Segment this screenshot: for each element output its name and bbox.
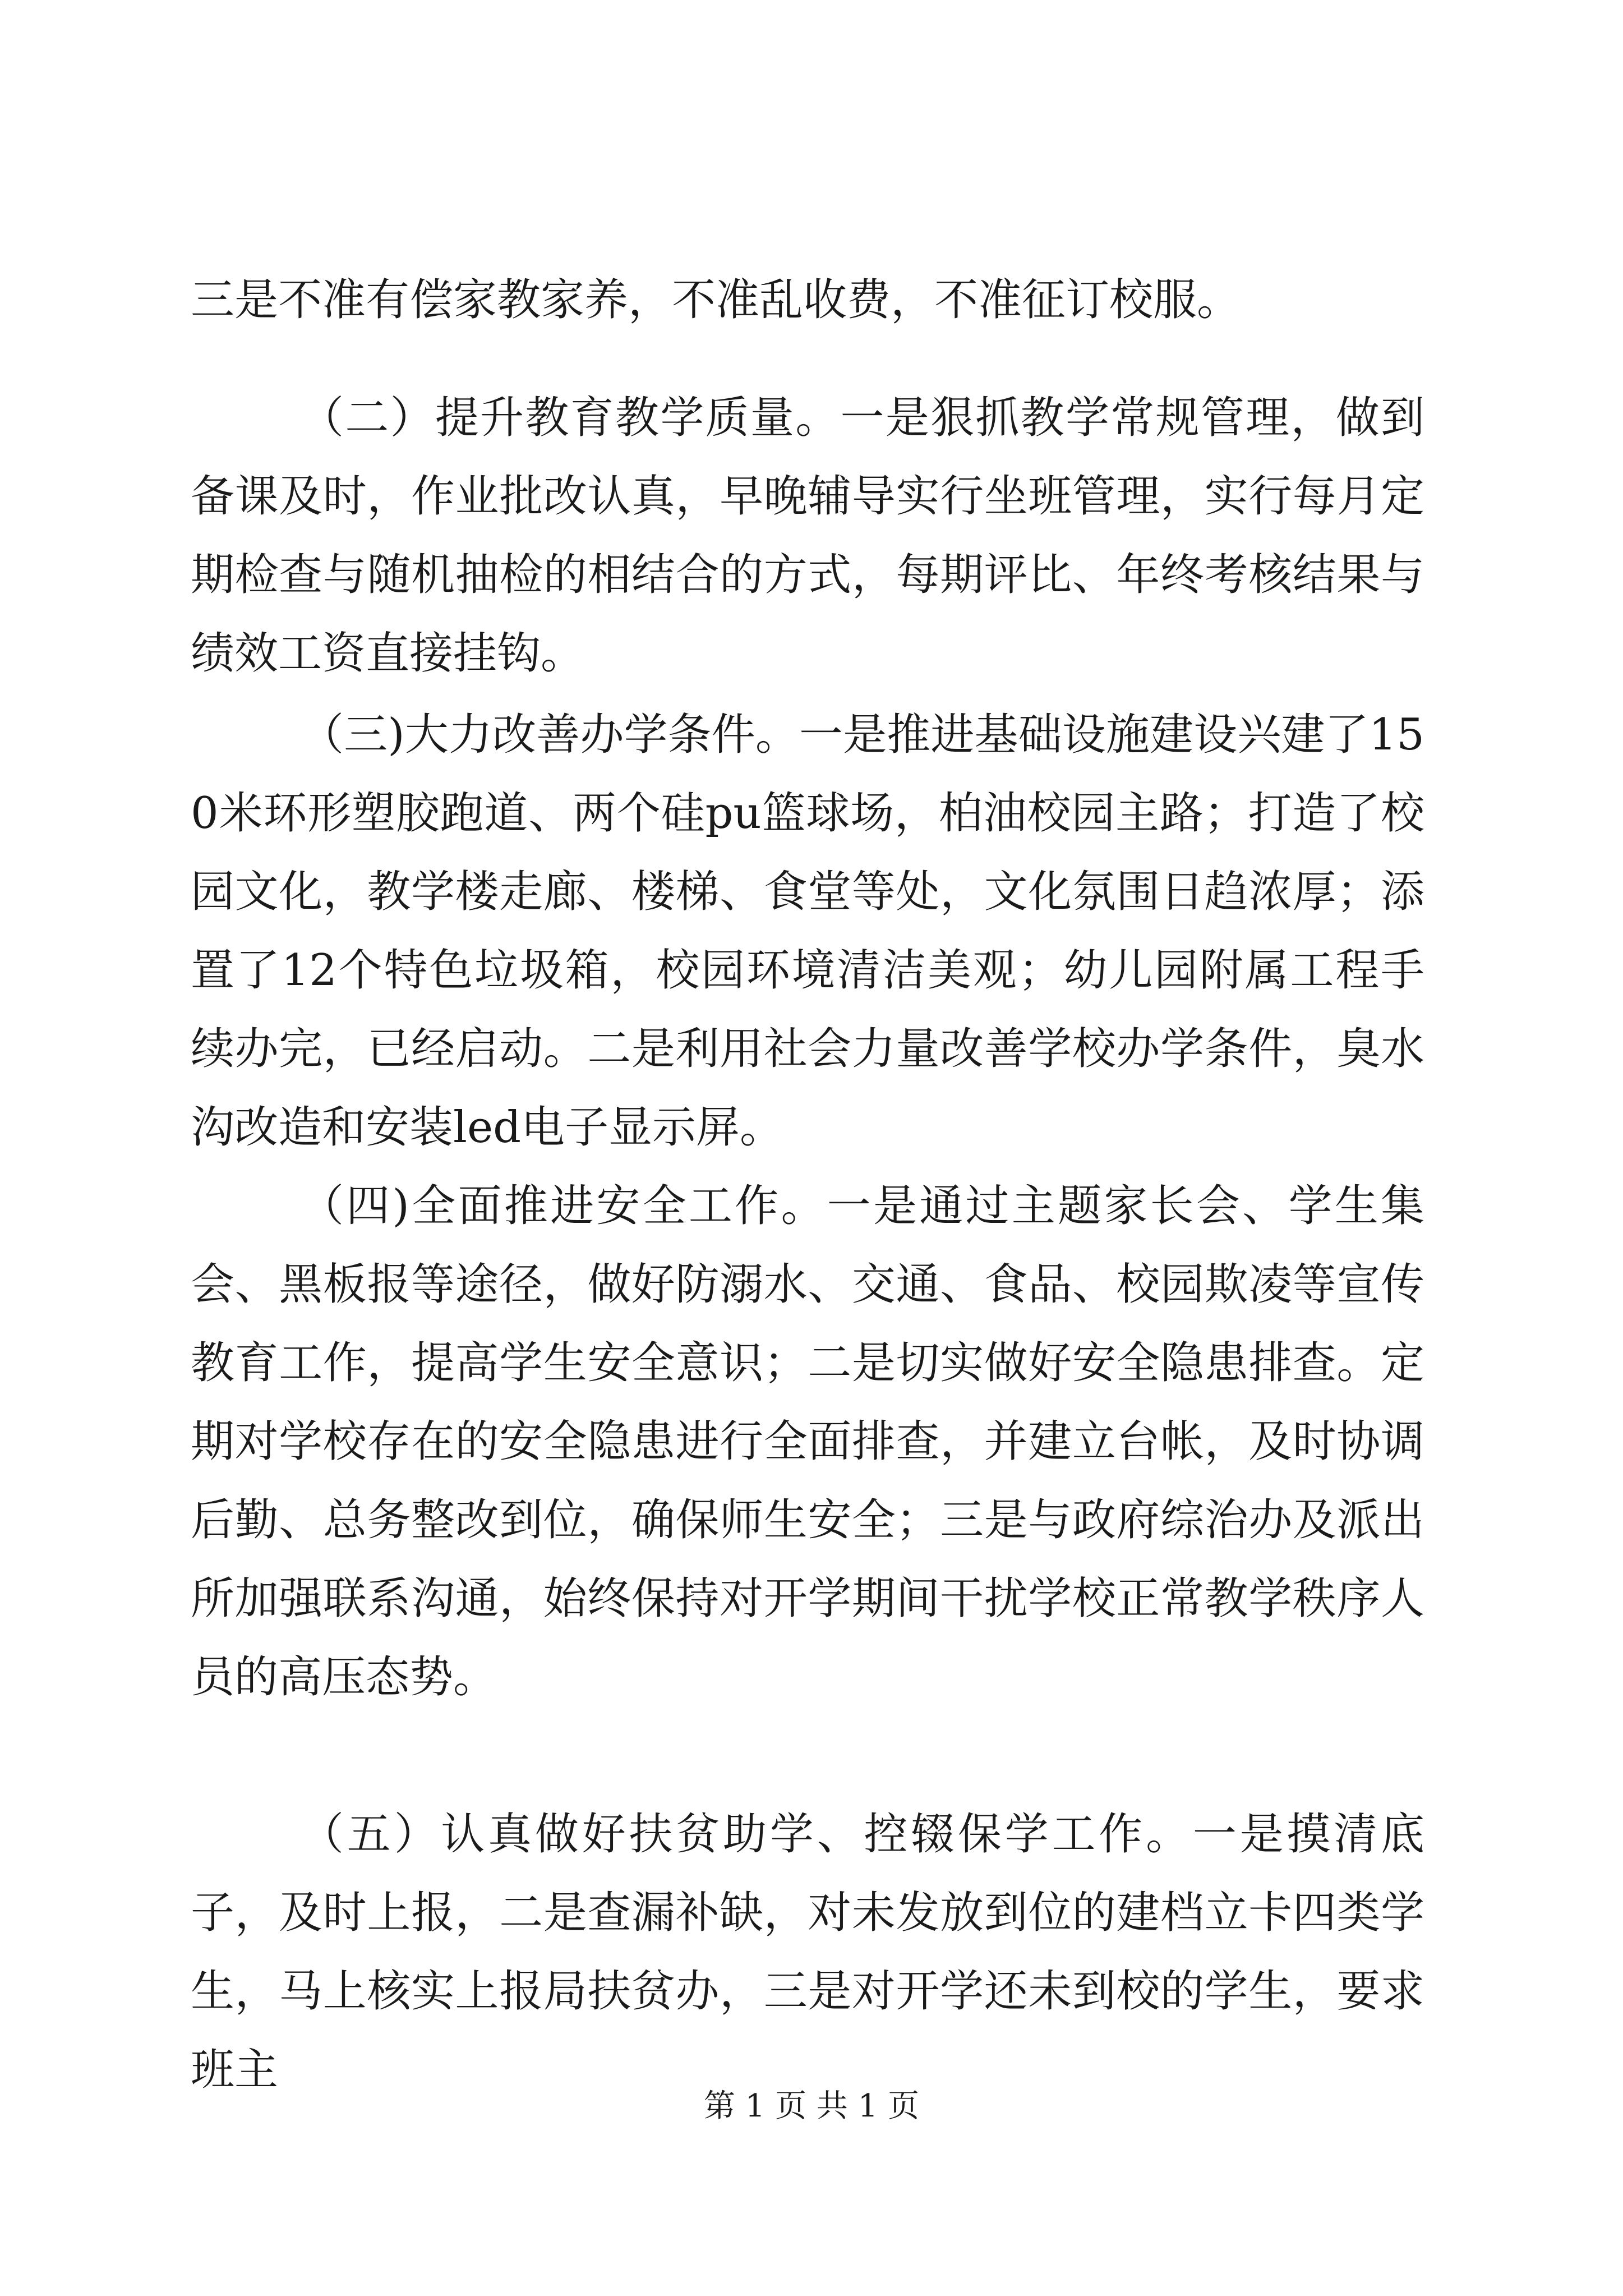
paragraph-continuation: 三是不准有偿家教家养，不准乱收费，不准征订校服。: [191, 275, 1241, 325]
paragraph-poverty-aid: （五）认真做好扶贫助学、控辍保学工作。一是摸清底子，及时上报，二是查漏补缺，对未发放到位的建档立卡四类学生，马上核实上报局扶贫办，三是对开学还未到校的学生，要求班主: [191, 1809, 1424, 2095]
paragraph-safety-work: （四)全面推进安全工作。一是通过主题家长会、学生集会、黑板报等途径，做好防溺水、交通、食品、校园欺凌等宣传教育工作，提高学生安全意识；二是切实做好安全隐患排查。定期对学校存在的安全隐患进行全面排查，并建立台帐，及时协调后勤、总务整改到位，确保师生安全；三是与政府综治办及派出所加强联系沟通，始终保持对开学期间干扰学校正常教学秩序人员的高压态势。: [191, 1181, 1424, 1703]
paragraph-school-conditions: （三)大力改善办学条件。一是推进基础设施建设兴建了150米环形塑胶跑道、两个硅pu篮球场，柏油校园主路；打造了校园文化，教学楼走廊、楼梯、食堂等处，文化氛围日趋浓厚；添置了12个特色垃圾箱，校园环境清洁美观；幼儿园附属工程手续办完，已经启动。二是利用社会力量改善学校办学条件，臭水沟改造和安装led电子显示屏。: [191, 710, 1424, 1153]
paragraph-teaching-quality: （二）提升教育教学质量。一是狠抓教学常规管理，做到备课及时，作业批改认真，早晚辅导实行坐班管理，实行每月定期检查与随机抽检的相结合的方式，每期评比、年终考核结果与绩效工资直接挂钩。: [191, 393, 1424, 679]
page-footer: 第 1 页 共 1 页: [703, 2088, 920, 2124]
